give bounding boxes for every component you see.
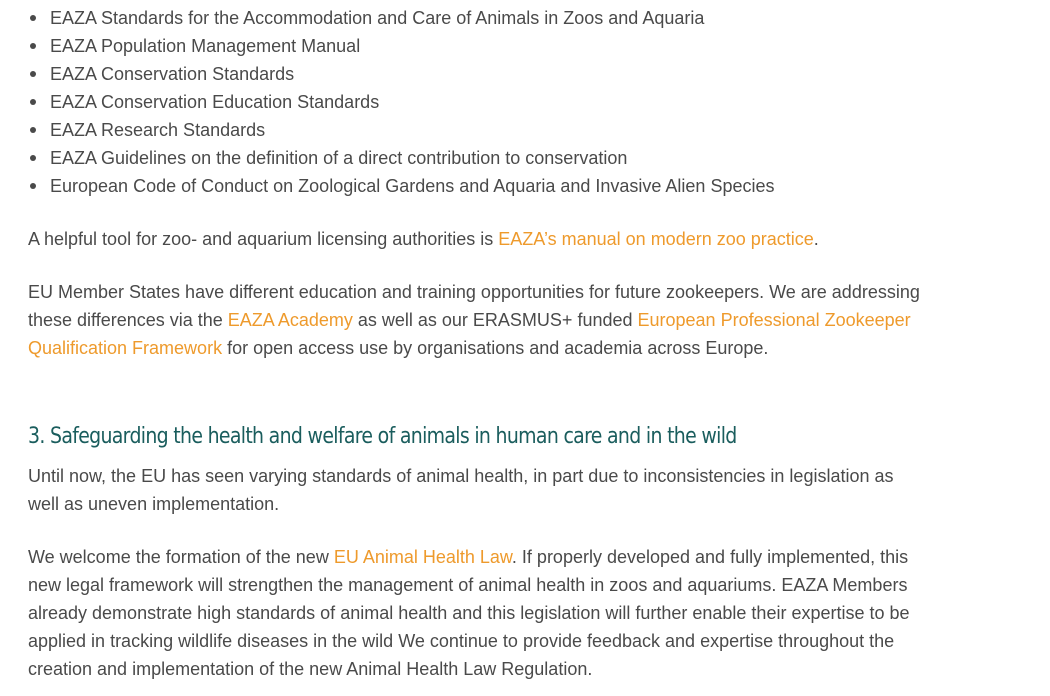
bullet-icon <box>30 71 36 77</box>
bullet-icon <box>30 183 36 189</box>
qualification-framework-link[interactable]: European Professional Zookeeper Qualification Framework <box>28 310 911 358</box>
paragraph-text: . <box>813 229 819 249</box>
education-paragraph <box>28 278 928 362</box>
list-item-text: EAZA Conservation Education Standards <box>50 92 380 112</box>
list-item <box>28 116 774 144</box>
bullet-icon <box>30 15 36 21</box>
list-item <box>28 4 774 32</box>
paragraph-text: as well as our ERASMUS+ funded <box>352 310 638 330</box>
list-item <box>28 172 774 200</box>
paragraph-text: A helpful tool for zoo- and aquarium licensing authorities is <box>28 229 499 249</box>
paragraph-text: . If properly developed and fully implemented, this new legal framework will strengthen the management of animal health in zoos and aquariums. EAZA Members already demonstrate high standards of animal health and this legislation will further enable their expertise to be applied in tracking wildlife diseases in the wild We continue to provide feedback and expertise throughout the creation and implementation of the new Animal Health Law Regulation. <box>28 547 910 679</box>
bullet-icon <box>30 155 36 161</box>
list-item-text: EAZA Population Management Manual <box>50 36 361 56</box>
animal-health-law-paragraph <box>28 543 928 683</box>
animal-health-law-link[interactable]: EU Animal Health Law <box>333 547 512 567</box>
section-heading: 3. Safeguarding the health and welfare of animals in human care and in the wild <box>28 424 737 449</box>
paragraph-text: We welcome the formation of the new <box>28 547 334 567</box>
list-item <box>28 88 774 116</box>
zoo-practice-manual-link[interactable]: EAZA’s manual on modern zoo practice <box>498 229 814 249</box>
list-item <box>28 60 774 88</box>
paragraph-text: EU Member States have different education and training opportunities for future zookeepers. We are addressing these differences via the <box>28 282 920 330</box>
list-item-text: European Code of Conduct on Zoological Gardens and Aquaria and Invasive Alien Species <box>50 176 775 196</box>
paragraph-text: for open access use by organisations and academia across Europe. <box>222 338 769 358</box>
licensing-tool-paragraph <box>28 225 928 253</box>
bullet-icon <box>30 43 36 49</box>
list-item-text: EAZA Standards for the Accommodation and Care of Animals in Zoos and Aquaria <box>50 8 705 28</box>
bullet-icon <box>30 127 36 133</box>
list-item <box>28 144 774 172</box>
list-item-text: EAZA Guidelines on the definition of a direct contribution to conservation <box>50 148 628 168</box>
list-item <box>28 32 774 60</box>
eaza-academy-link[interactable]: EAZA Academy <box>227 310 353 330</box>
list-item-text: EAZA Conservation Standards <box>50 64 295 84</box>
bullet-icon <box>30 99 36 105</box>
list-item-text: EAZA Research Standards <box>50 120 266 140</box>
standards-list <box>28 4 774 200</box>
health-standards-paragraph: Until now, the EU has seen varying standards of animal health, in part due to inconsistencies in legislation as well as uneven implementation. <box>28 466 894 514</box>
